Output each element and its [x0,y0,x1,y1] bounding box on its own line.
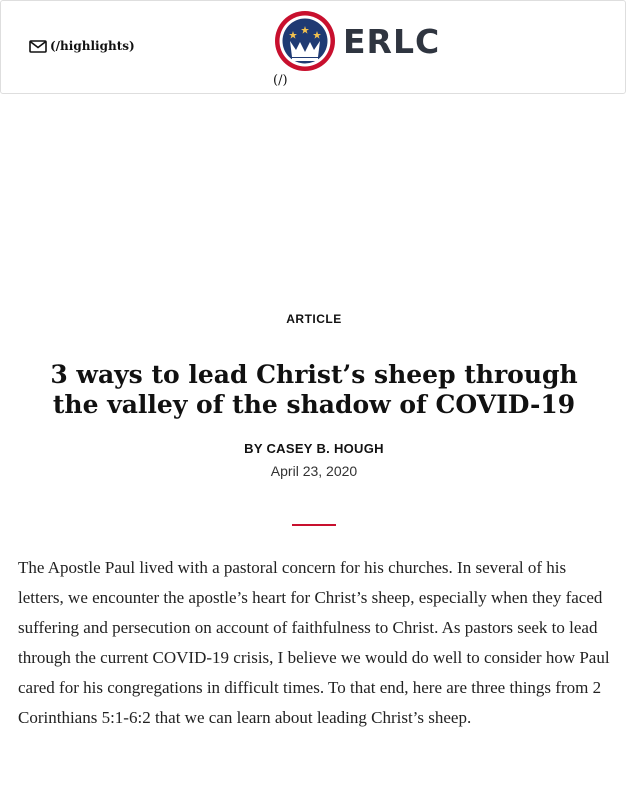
highlights-link-label: (/highlights) [50,39,135,53]
title-divider [292,524,336,526]
article-intro-paragraph: The Apostle Paul lived with a pastoral concern for his churches. In several of his letters, we encounter the apostle’s heart for Christ’s sheep, especially when they faced suffering and persecution on account of faithfulness to Christ. As pastors seek to lead through the current COVID-19 crisis, I believe we would do well to consider how Paul cared for his congregations in difficult times. To that end, here are three things from 2 Corinthians 5:1-6:2 that we can learn about leading Christ’s sheep. [18,558,610,727]
crown-logo-icon [273,9,337,73]
article-byline[interactable]: BY CASEY B. HOUGH [244,441,384,456]
article-date: April 23, 2020 [270,463,358,479]
logo-wordmark: ERLC [343,21,441,61]
highlights-link[interactable] [29,39,135,53]
site-header [0,0,626,94]
article-title: 3 ways to lead Christ’s sheep through the valley of the shadow of COVID-19 [50,360,578,419]
article-category[interactable]: ARTICLE [286,312,342,326]
erlc-logo[interactable] [273,9,440,73]
mail-icon [29,40,47,53]
home-link[interactable]: (/) [273,73,288,88]
